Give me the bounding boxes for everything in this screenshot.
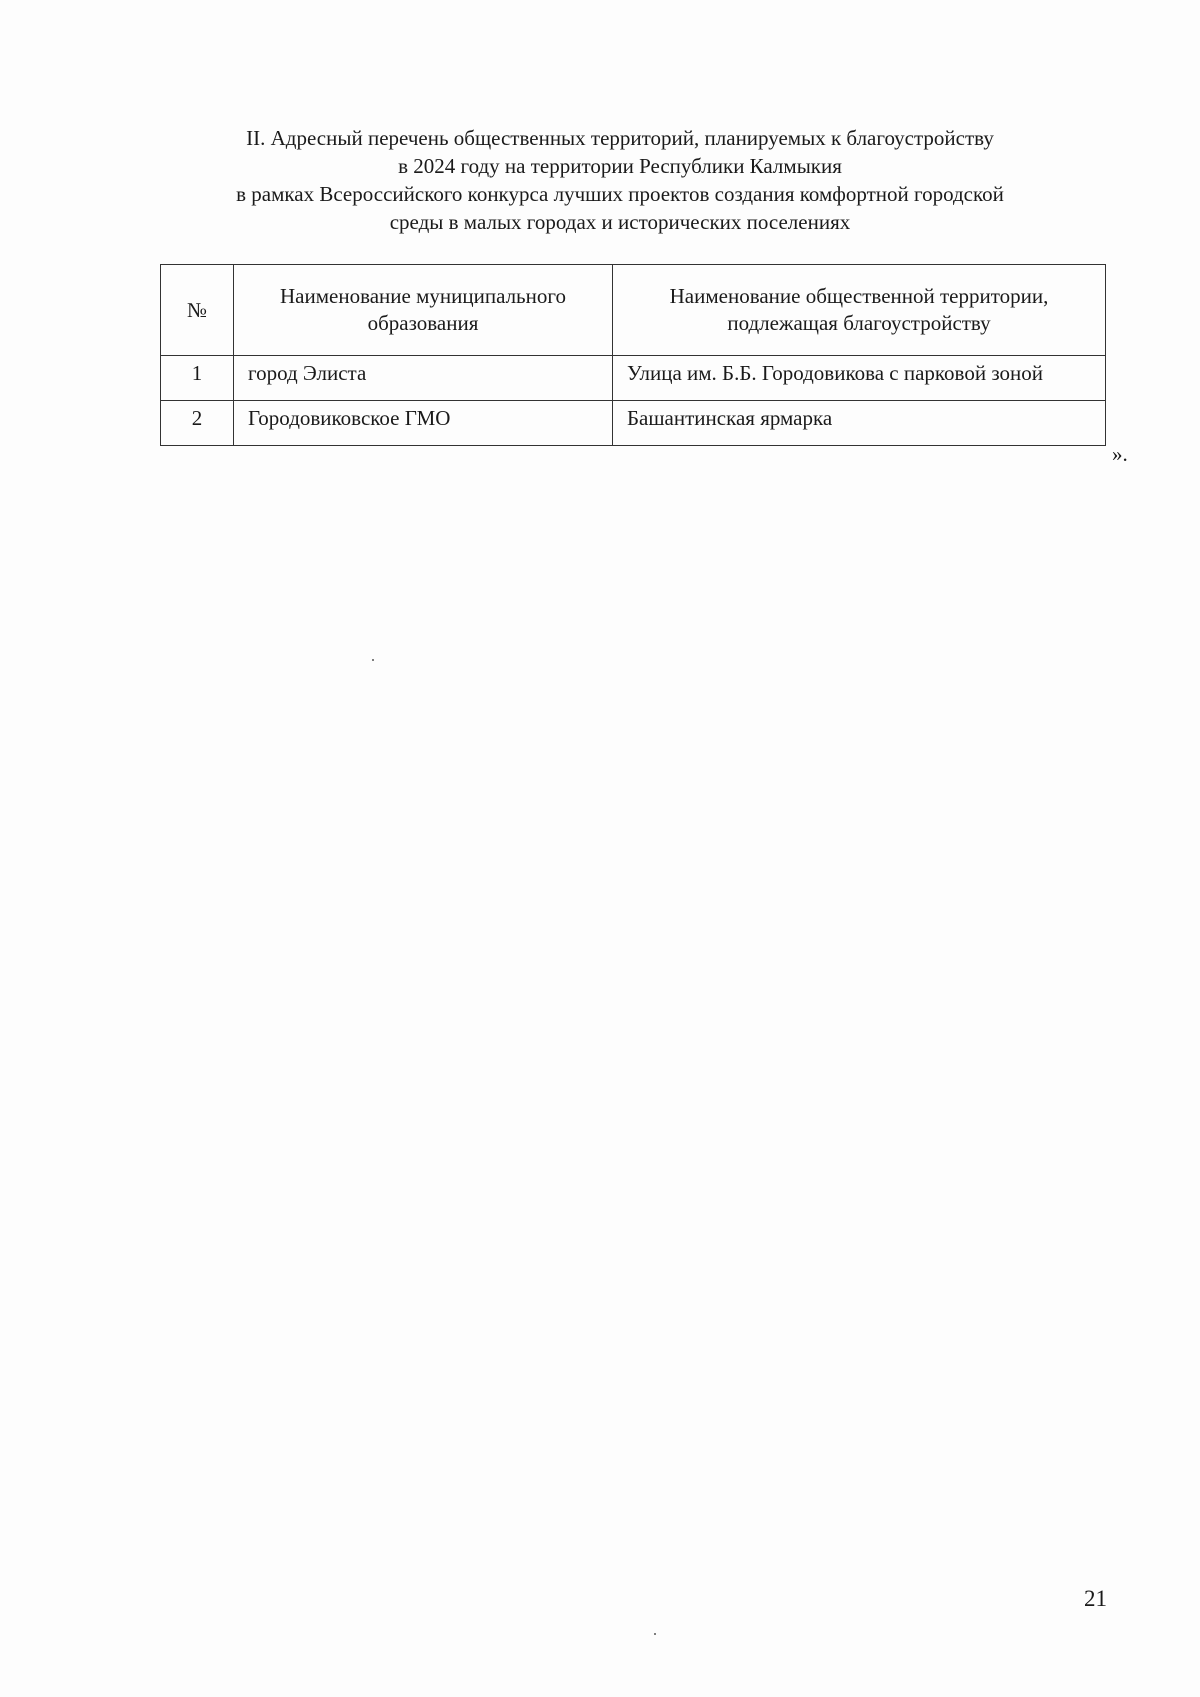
row-number: 2 [161, 401, 234, 446]
territories-table [160, 264, 1106, 446]
table-header-row [161, 265, 1106, 356]
page-number: 21 [1084, 1586, 1107, 1611]
title-line: II. Адресный перечень общественных территорий, планируемых к благоустройству [246, 126, 994, 150]
closing-quote: ». [1112, 442, 1128, 466]
scan-speck [372, 659, 374, 661]
row-municipality: город Элиста [234, 356, 613, 401]
title-line: в 2024 году на территории Республики Калмыкия [398, 154, 842, 178]
row-municipality: Городовиковское ГМО [234, 401, 613, 446]
row-territory: Улица им. Б.Б. Городовикова с парковой зоной [613, 356, 1106, 401]
header-number: № [161, 265, 234, 356]
table-row [161, 356, 1106, 401]
header-territory: Наименование общественной территории, подлежащая благоустройству [613, 265, 1106, 356]
header-municipality: Наименование муниципального образования [234, 265, 613, 356]
table-row [161, 401, 1106, 446]
scan-speck [654, 1633, 656, 1635]
title-line: в рамках Всероссийского конкурса лучших проектов создания комфортной городской [236, 182, 1004, 206]
row-territory: Башантинская ярмарка [613, 401, 1106, 446]
row-number: 1 [161, 356, 234, 401]
document-title [150, 124, 1090, 236]
title-line: среды в малых городах и исторических поселениях [389, 210, 851, 234]
